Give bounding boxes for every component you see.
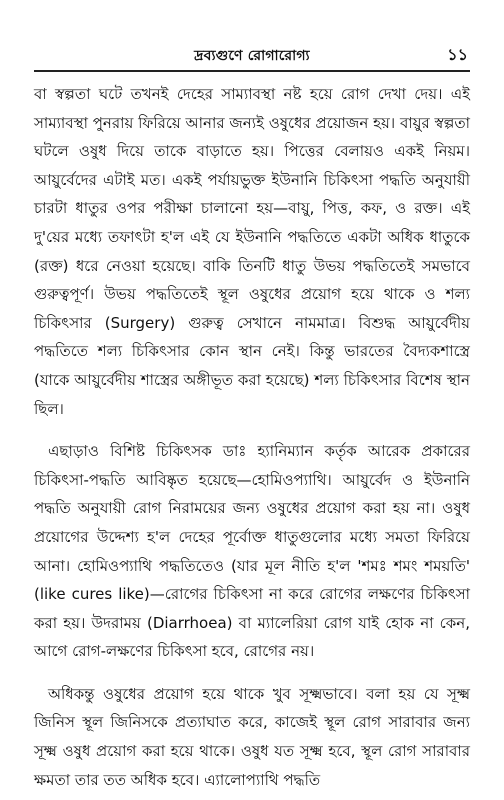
page-number: ১১ — [447, 45, 468, 64]
body-text — [34, 80, 470, 794]
paragraph-2: এছাড়াও বিশিষ্ট চিকিৎসক ডাঃ হ্যানিম্যান কর্তৃক আরেক প্রকারের চিকিৎসা-পদ্ধতি আবিষ্কৃত হয়েছে—হোমিওপ্যাথি। আয়ুর্বেদ ও ইউনানি পদ্ধতি অনুযায়ী রোগ নিরাময়ের জন্য ওষুধের প্রয়োগ করা হয় না। ওষুধ প্রয়োগের উদ্দেশ্য হ'ল দেহের পূর্বোক্ত ধাতুগুলোর মধ্যে সমতা ফিরিয়ে আনা। হোমিওপ্যাথি পদ্ধতিতেও (যার মূল নীতি হ'ল 'শমঃ শমং শময়তি' (like cures like)—রোগের চিকিৎসা না করে রোগের লক্ষণের চিকিৎসা করা হয়। উদরাময় (Diarrhoea) বা ম্যালেরিয়া রোগ যাই হোক না কেন, আগে রোগ-লক্ষণের চিকিৎসা হবে, রোগের নয়। — [34, 442, 470, 661]
running-head — [34, 40, 470, 72]
paragraph-3: অধিকন্তু ওষুধের প্রয়োগ হয়ে থাকে খুব সূক্ষ্মভাবে। বলা হয় যে সূক্ষ্ম জিনিস স্থূল জিনিসকে প্রত্যাঘাত করে, কাজেই স্থূল রোগ সারাবার জন্য সূক্ষ্ম ওষুধ প্রয়োগ করা হয়ে থাকে। ওষুধ যত সূক্ষ্ম হবে, স্থূল রোগ সারাবার ক্ষমতা তার তত অধিক হবে। এ্যালোপ্যাথি পদ্ধতি — [34, 684, 470, 789]
running-title: দ্রব্যগুণে রোগারোগ্য — [194, 48, 310, 64]
paragraph-1: বা স্বল্পতা ঘটে তখনই দেহের সাম্যাবস্থা নষ্ট হয়ে রোগ দেখা দেয়। এই সাম্যাবস্থা পুনরায় ফিরিয়ে আনার জন্যই ওষুধের প্রয়োজন হয়। বায়ুর স্বল্পতা ঘটলে ওষুধ দিয়ে তাকে বাড়াতে হয়। পিত্তের বেলায়ও একই নিয়ম। আয়ুর্বেদের এটাই মত। একই পর্যায়ভুক্ত ইউনানি চিকিৎসা পদ্ধতি অনুযায়ী চারটা ধাতুর ওপর পরীক্ষা চালানো হয়—বায়ু, পিত্ত, কফ, ও রক্ত। এই দু'য়ের মধ্যে তফাৎটা হ'ল এই যে ইউনানি পদ্ধতিতে একটা অধিক ধাতুকে (রক্ত) ধরে নেওয়া হয়েছে। বাকি তিনটি ধাতু উভয় পদ্ধতিতেই সমভাবে গুরুত্বপূর্ণ। উভয় পদ্ধতিতেই স্থূল ওষুধের প্রয়োগ হয়ে থাকে ও শল্য চিকিৎসার (Surgery) গুরুত্ব সেখানে নামমাত্র। বিশুদ্ধ আয়ুর্বেদীয় পদ্ধতিতে শল্য চিকিৎসার কোন স্থান নেই। কিন্তু ভারতের বৈদ্যকশাস্ত্রে (যাকে আয়ুর্বেদীয় শাস্ত্রের অঙ্গীভূত করা হয়েছে) শল্য চিকিৎসার বিশেষ স্থান ছিল। — [34, 85, 470, 418]
